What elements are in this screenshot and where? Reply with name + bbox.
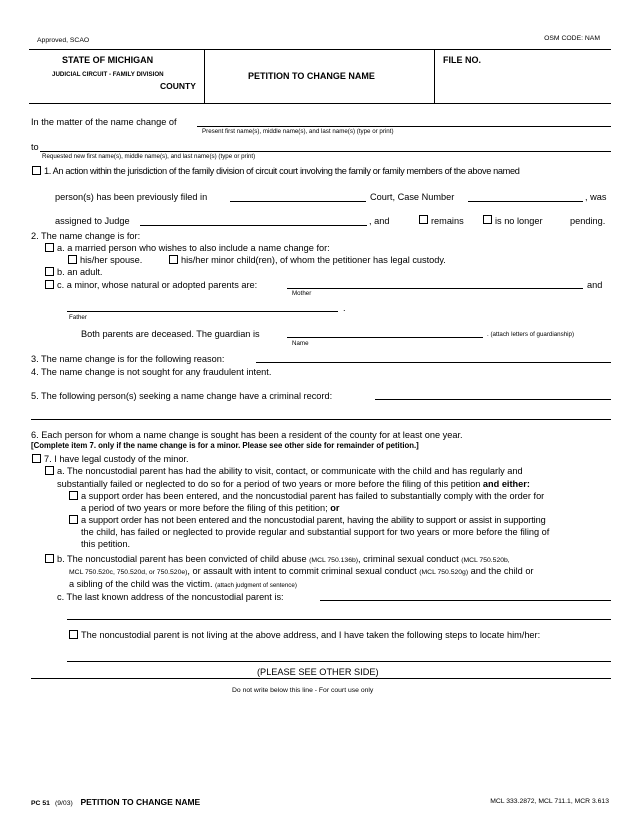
osm-code: OSM CODE: NAM [544,35,600,42]
item7a-checkbox[interactable] [45,466,54,475]
guardian-note: . (attach letters of guardianship) [487,331,575,338]
present-name-hint: Present first name(s), middle name(s), and last name(s) (type or print) [202,128,394,135]
not-living-checkbox[interactable] [69,630,78,639]
support-entered-checkbox[interactable] [69,491,78,500]
judge-label: assigned to Judge [55,216,130,226]
spouse-checkbox[interactable] [68,255,77,264]
item7a-line1: a. The noncustodial parent has had the ability to visit, contact, or communicate with the child and has regularly and [57,466,523,476]
matter-label: In the matter of the name change of [31,117,177,127]
item2c-checkbox[interactable] [45,280,54,289]
minor-children-label: his/her minor child(ren), of whom the petitioner has legal custody. [181,255,446,265]
address-field-2[interactable] [67,619,611,620]
and-parents-label: and [587,280,603,290]
file-no-label: FILE NO. [443,55,481,65]
item2c-label: c. a minor, whose natural or adopted parents are: [57,280,258,290]
item1-line1: 1. An action within the jurisdiction of the family division of circuit court involving the family or family members of the above named [44,166,520,176]
court-use-label: Do not write below this line - For court use only [232,687,374,694]
support-not-entered-line2: the child, has failed or neglected to provide regular and substantial support for two years or more before the filing of [81,527,550,537]
item1-filed-in-label: person(s) has been previously filed in [55,192,208,202]
minor-children-checkbox[interactable] [169,255,178,264]
page-title: PETITION TO CHANGE NAME [248,71,375,81]
item7-note: [Complete item 7. only if the name change is for a minor. Please see other side for remainder of petition.] [31,441,419,450]
present-name-field[interactable] [197,126,611,127]
mother-field[interactable] [287,288,583,289]
criminal-record-field[interactable] [375,399,611,400]
item1-checkbox[interactable] [32,166,41,175]
requested-name-field[interactable] [40,151,611,152]
approved-label: Approved, SCAO [37,37,90,44]
father-hint: Father [69,314,87,321]
county-label: COUNTY [160,81,196,91]
item6-label: 6. Each person for whom a name change is sought has been a resident of the county for at least one year. [31,430,463,440]
requested-name-hint: Requested new first name(s), middle name(s), and last name(s) (type or print) [42,153,256,160]
criminal-record-field-2[interactable] [31,419,611,420]
item7-heading: 7. I have legal custody of the minor. [44,454,189,464]
spouse-label: his/her spouse. [80,255,143,265]
item7c-label: c. The last known address of the noncustodial parent is: [57,592,284,602]
deceased-label: Both parents are deceased. The guardian is [81,329,260,339]
header-divider-1 [204,49,205,103]
header-divider-2 [434,49,435,103]
item2a-checkbox[interactable] [45,243,54,252]
item2-heading: 2. The name change is for: [31,231,141,241]
header-bottom-rule [29,103,611,104]
father-field[interactable] [67,311,338,312]
court-use-rule [31,678,611,679]
item2b-label: b. an adult. [57,267,103,277]
support-not-entered-line1: a support order has not been entered and the noncustodial parent, having the ability to support or assist in supporting [81,515,546,525]
item7b-line1: b. The noncustodial parent has been convicted of child abuse (MCL 750.136b), criminal sexual conduct (MCL 750.520b, [57,554,510,564]
support-entered-line2: a period of two years or more before the filing of this petition; or [81,503,340,513]
item3-label: 3. The name change is for the following reason: [31,354,225,364]
mother-hint: Mother [292,290,312,297]
reason-field[interactable] [256,362,611,363]
footer-form-id: PC 51 (9/03) PETITION TO CHANGE NAME [31,797,201,807]
support-not-entered-line3: this petition. [81,539,131,549]
case-number-field[interactable] [468,201,583,202]
to-label: to [31,142,39,152]
remains-label: remains [431,216,464,226]
was-label: , was [585,192,607,202]
locate-steps-field[interactable] [67,661,611,662]
not-living-label: The noncustodial parent is not living at the above address, and I have taken the following steps to locate him/her: [81,630,541,640]
court-label: JUDICIAL CIRCUIT - FAMILY DIVISION [52,71,164,78]
prior-court-field[interactable] [230,201,366,202]
no-longer-checkbox[interactable] [483,215,492,224]
header-top-rule [29,49,611,50]
no-longer-label: is no longer [495,216,543,226]
and-label: , and [369,216,390,226]
item5-label: 5. The following person(s) seeking a name change have a criminal record: [31,391,333,401]
address-field-1[interactable] [320,600,611,601]
support-entered-line1: a support order has been entered, and the noncustodial parent has failed to substantially comply with the order for [81,491,545,501]
item7b-checkbox[interactable] [45,554,54,563]
case-number-label: Court, Case Number [370,192,455,202]
item7-checkbox[interactable] [32,454,41,463]
state-label: STATE OF MICHIGAN [62,55,154,65]
judge-field[interactable] [140,225,367,226]
footer-refs: MCL 333.2872, MCL 711.1, MCR 3.613 [490,798,609,805]
item4-label: 4. The name change is not sought for any fraudulent intent. [31,367,272,377]
guardian-name-hint: Name [292,340,309,347]
remains-checkbox[interactable] [419,215,428,224]
pending-label: pending. [570,216,606,226]
item7b-line2: MCL 750.520c, 750.520d, or 750.520e), or assault with intent to commit criminal sexual conduct (MCL 750.520g) and the child or [69,566,534,576]
other-side-label: (PLEASE SEE OTHER SIDE) [257,667,379,677]
item7a-line2: substantially failed or neglected to do so for a period of two years or more before the filing of this petition and either: [57,479,530,489]
item2a-label: a. a married person who wishes to also include a name change for: [57,243,330,253]
item7b-line3: a sibling of the child was the victim. (attach judgment of sentence) [69,579,297,589]
father-period: . [343,303,346,313]
item2b-checkbox[interactable] [45,267,54,276]
guardian-field[interactable] [287,337,483,338]
support-not-entered-checkbox[interactable] [69,515,78,524]
